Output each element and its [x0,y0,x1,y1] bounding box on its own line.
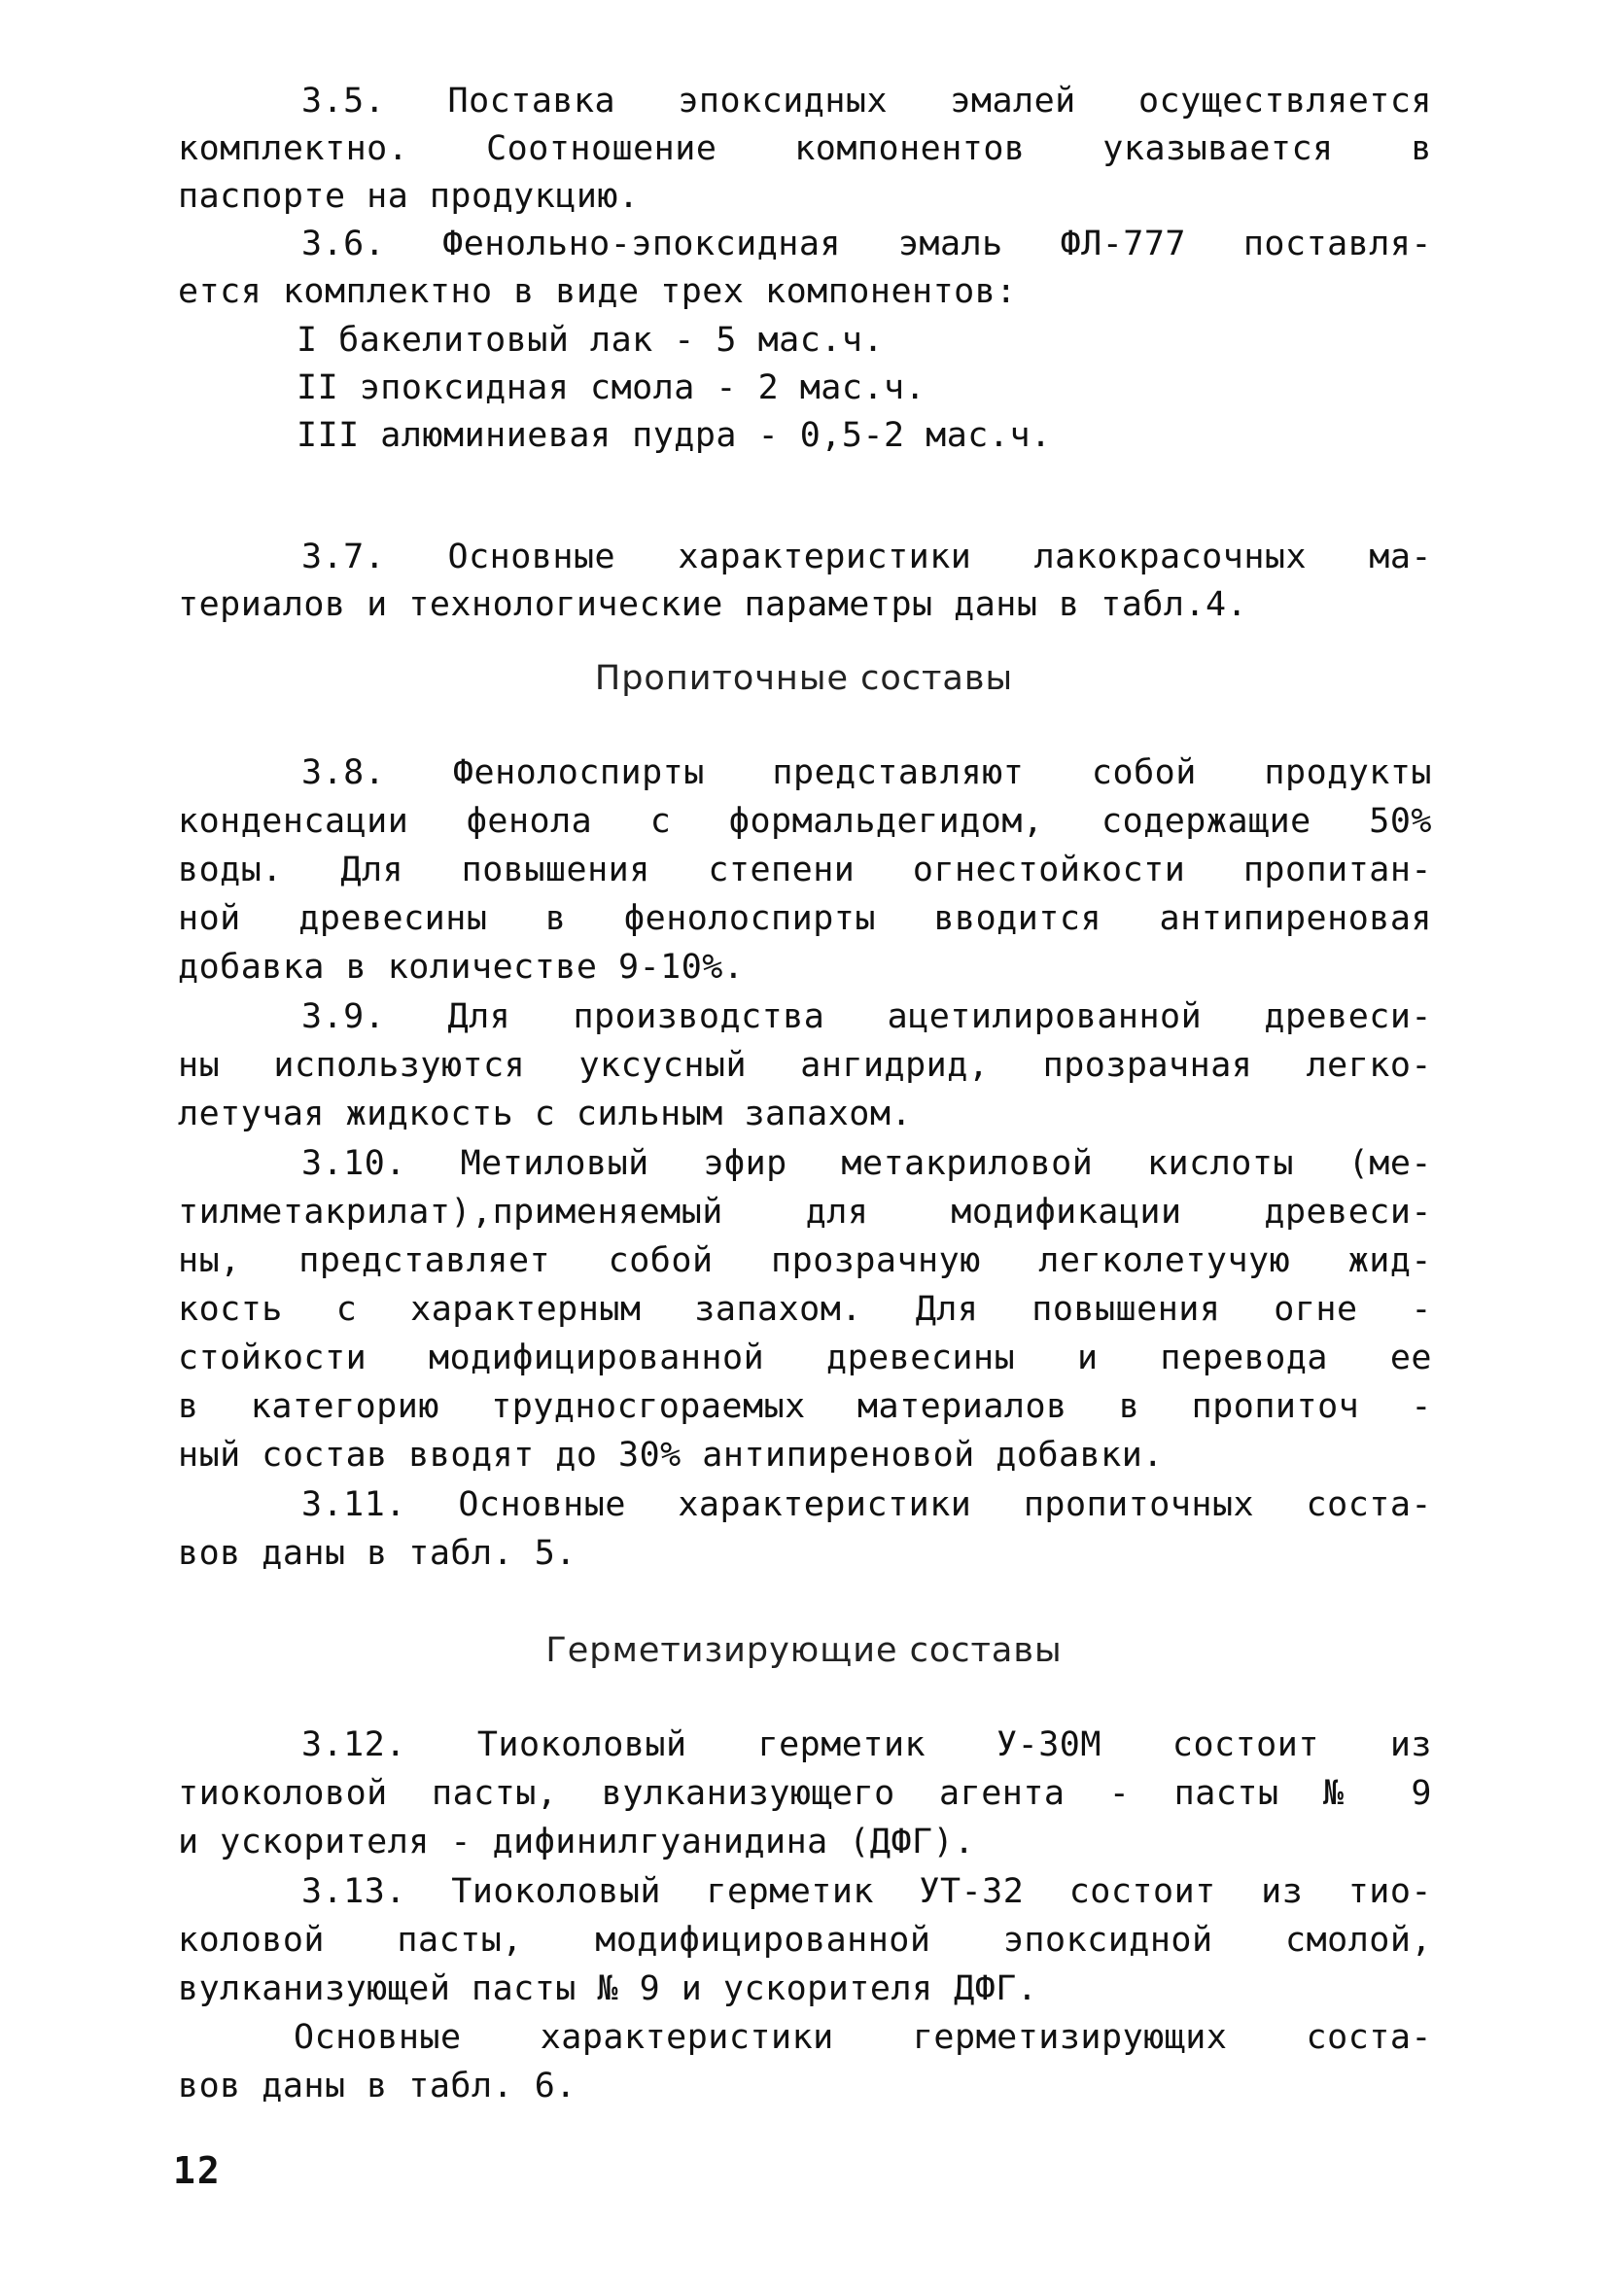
text-line: 3.8. Фенолоспирты представляют собой продукты [301,753,1432,792]
text-line: стойкости модифицированной древесины и перевода ее [178,1339,1432,1377]
text-line: вулканизующей пасты № 9 и ускорителя ДФГ. [178,1969,1038,2008]
text-line: коловой пасты, модифицированной эпоксидной смолой, [178,1921,1432,1960]
text-line: ной древесины в фенолоспирты вводится антипиреновая [178,899,1432,938]
text-line: ный состав вводят до 30% антипиреновой добавки. [178,1436,1164,1475]
text-line: Основные характеристики герметизирующих соста- [294,2018,1432,2057]
text-line: конденсации фенола с формальдегидом, содержащие 50% [178,802,1432,841]
list-item: II эпоксидная смола - 2 мас.ч. [297,368,926,407]
text-line: паспорте на продукцию. [178,177,640,216]
section-heading-impregnating: Пропиточные составы [594,659,1014,698]
text-line: добавка в количестве 9-10%. [178,948,745,987]
text-line: тиоколовой пасты, вулканизующего агента - пасты № 9 [178,1774,1432,1813]
text-line: 3.10. Метиловый эфир метакриловой кислоты (ме- [301,1144,1432,1183]
list-item: I бакелитовый лак - 5 мас.ч. [297,321,885,360]
text-line: вов даны в табл. 5. [178,1534,577,1573]
text-line: териалов и технологические параметры даны в табл.4. [178,585,1248,624]
text-line: тилметакрилат),применяемый для модификации древеси- [178,1193,1432,1232]
text-line: 3.13. Тиоколовый герметик УТ-32 состоит из тио- [301,1872,1432,1911]
text-line: воды. Для повышения степени огнестойкости пропитан- [178,851,1432,889]
text-line: кость с характерным запахом. Для повышения огне - [178,1290,1432,1329]
text-line: ны, представляет собой прозрачную легколетучую жид- [178,1241,1432,1280]
text-line: комплектно. Соотношение компонентов указывается в [178,129,1432,168]
list-item: III алюминиевая пудра - 0,5-2 мас.ч. [297,416,1052,455]
text-line: и ускорителя - дифинилгуанидина (ДФГ). [178,1823,975,1861]
section-heading-sealing: Герметизирующие составы [545,1631,1063,1670]
text-line: в категорию трудносгораемых материалов в пропиточ - [178,1387,1432,1426]
text-line: вов даны в табл. 6. [178,2067,577,2105]
text-line: 3.7. Основные характеристики лакокрасочных ма- [301,538,1432,576]
page-number: 12 [173,2149,222,2192]
text-line: ны используются уксусный ангидрид, прозрачная легко- [178,1046,1432,1085]
text-line: летучая жидкость с сильным запахом. [178,1095,913,1133]
text-line: 3.9. Для производства ацетилированной древеси- [301,997,1432,1036]
text-line: 3.12. Тиоколовый герметик У-30М состоит из [301,1725,1432,1764]
text-line: ется комплектно в виде трех компонентов: [178,272,1017,311]
text-line: 3.5. Поставка эпоксидных эмалей осуществляется [301,82,1432,121]
text-line: 3.6. Фенольно-эпоксидная эмаль ФЛ-777 поставля- [301,225,1432,263]
text-line: 3.11. Основные характеристики пропиточных соста- [301,1485,1432,1524]
